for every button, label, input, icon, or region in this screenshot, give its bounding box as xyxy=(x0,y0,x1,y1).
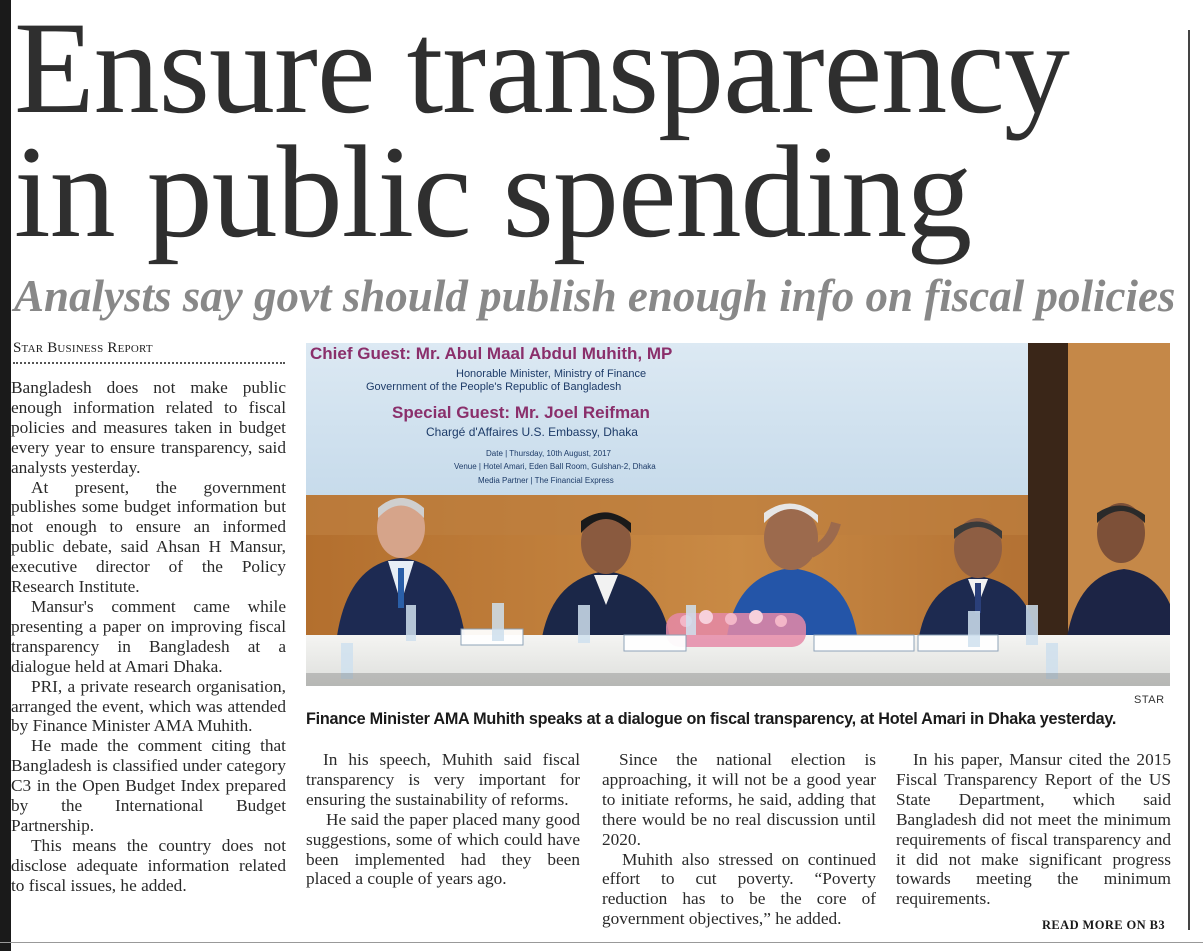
subheadline: Analysts say govt should publish enough info on fiscal policies xyxy=(14,271,1176,321)
column-rule xyxy=(1188,30,1190,930)
article-column-1 xyxy=(11,378,286,896)
banner-embassy: Chargé d'Affaires U.S. Embassy, Dhaka xyxy=(426,425,638,439)
page-edge-bar xyxy=(0,0,11,951)
banner-chief-guest: Chief Guest: Mr. Abul Maal Abdul Muhith, MP xyxy=(310,344,673,363)
paragraph: Mansur's comment came while presenting a paper on improving fiscal transparency in Bangladesh at a dialogue held at Amari Dhaka. xyxy=(11,596,286,676)
article-column-2 xyxy=(306,750,580,889)
paragraph: Muhith also stressed on continued effort to cut poverty. “Poverty reduction has to be the core of government objectives,” he added. xyxy=(602,849,876,929)
paragraph: Since the national election is approaching, it will not be a good year to initiate reforms, he said, adding that there would be no real discussion until 2020. xyxy=(602,750,876,849)
paragraph: He made the comment citing that Bangladesh is classified under category C3 in the Open Budget Index prepared by the International Budget Partnership. xyxy=(11,736,286,835)
photo-credit: STAR xyxy=(1134,694,1165,706)
photo-illustration xyxy=(306,343,1170,686)
headline xyxy=(14,0,1174,265)
banner-media-partner: Media Partner | The Financial Express xyxy=(478,476,614,485)
paragraph: He said the paper placed many good suggestions, some of which could have been implemented had they been placed a couple of years ago. xyxy=(306,809,580,889)
paragraph: PRI, a private research organisation, arranged the event, which was attended by Finance Minister AMA Muhith. xyxy=(11,676,286,736)
banner-special-guest: Special Guest: Mr. Joel Reifman xyxy=(392,403,650,422)
dotted-divider xyxy=(13,362,285,364)
banner-venue: Venue | Hotel Amari, Eden Ball Room, Gulshan-2, Dhaka xyxy=(454,462,656,471)
banner-date: Date | Thursday, 10th August, 2017 xyxy=(486,449,611,458)
byline: Star Business Report xyxy=(13,340,153,356)
photo-caption: Finance Minister AMA Muhith speaks at a dialogue on fiscal transparency, at Hotel Amari in Dhaka yesterday. xyxy=(306,710,1117,728)
read-more-jump: READ MORE ON B3 xyxy=(1042,918,1166,932)
bottom-rule xyxy=(0,942,1203,943)
paragraph: This means the country does not disclose adequate information related to fiscal issues, he added. xyxy=(11,835,286,895)
paragraph: In his speech, Muhith said fiscal transparency is very important for ensuring the sustainability of reforms. xyxy=(306,750,580,809)
article-column-4 xyxy=(896,750,1171,909)
paragraph: In his paper, Mansur cited the 2015 Fiscal Transparency Report of the US State Department, which said Bangladesh did not meet the minimum requirements of fiscal transparency and it did not make significant progress towards meeting the minimum requirements. xyxy=(896,750,1171,909)
news-photo xyxy=(306,343,1170,686)
article-column-3 xyxy=(602,750,876,929)
headline-line-2: in public spending xyxy=(14,118,972,265)
paragraph: Bangladesh does not make public enough information related to fiscal policies and measures taken in budget every year to ensure transparency, said analysts yesterday. xyxy=(11,378,286,477)
headline-line-1: Ensure transparency xyxy=(14,0,1069,141)
paragraph: At present, the government publishes some budget information but not enough to ensure an informed public debate, said Ahsan H Mansur, executive director of the Policy Research Institute. xyxy=(11,477,286,597)
banner-government: Government of the People's Republic of Bangladesh xyxy=(366,381,622,393)
banner-title: Honorable Minister, Ministry of Finance xyxy=(456,368,647,380)
